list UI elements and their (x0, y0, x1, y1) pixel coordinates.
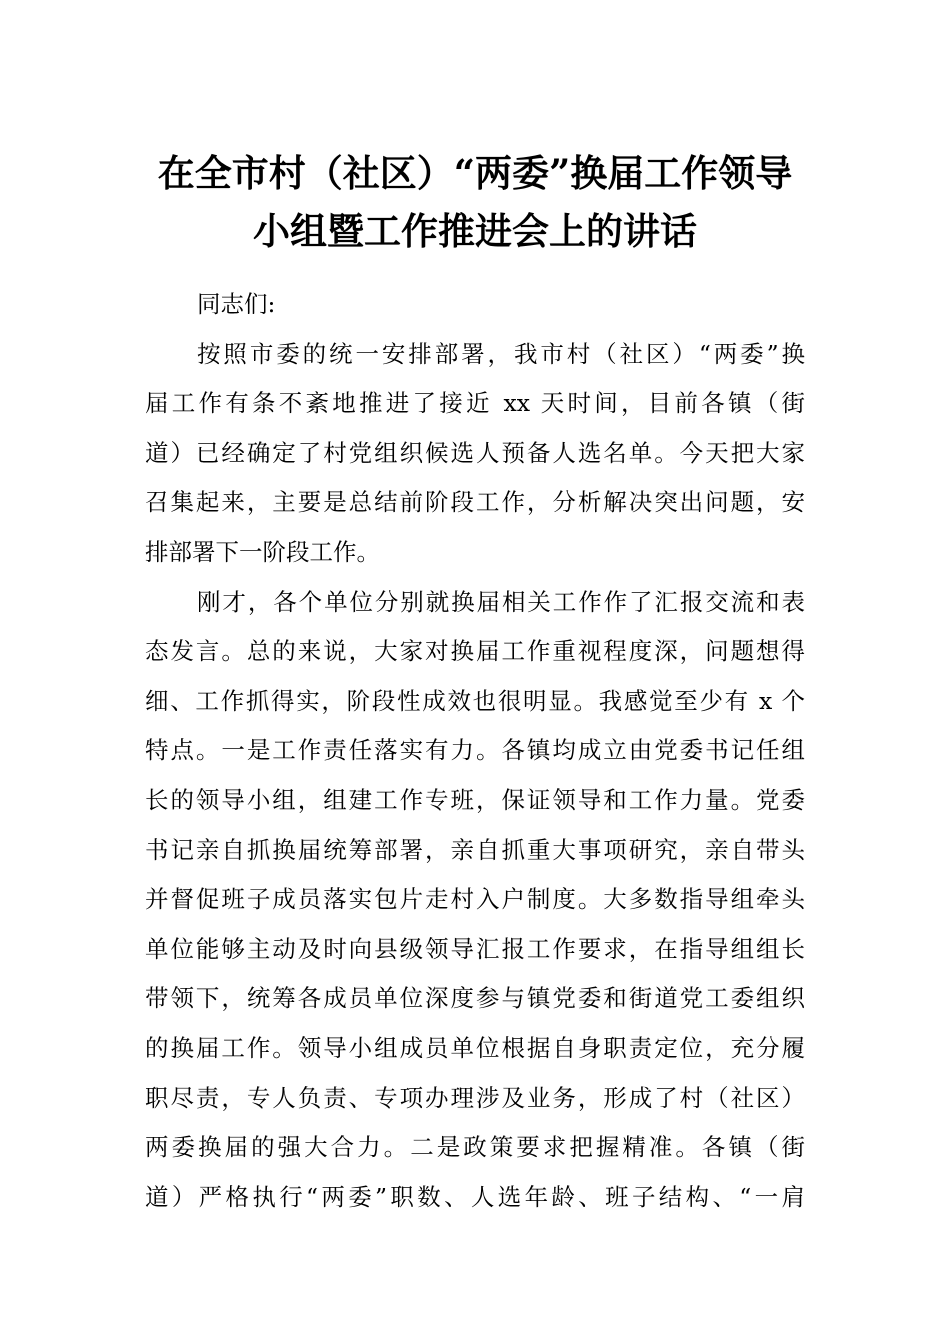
paragraph-2-line: 并督促班子成员落实包片走村入户制度。大多数指导组牵头 (145, 885, 805, 914)
paragraph-2-line: 道）严格执行“两委”职数、人选年龄、班子结构、“一肩 (145, 1182, 805, 1211)
paragraph-2-line: 书记亲自抓换届统筹部署，亲自抓重大事项研究，亲自带头 (145, 835, 805, 864)
salutation: 同志们: (197, 290, 276, 318)
document-title (145, 144, 805, 260)
title-line-1: 在全市村（社区）“两委”换届工作领导 (157, 151, 793, 195)
paragraph-2-line: 细、工作抓得实，阶段性成效也很明显。我感觉至少有 x 个 (145, 686, 805, 715)
paragraph-2-line: 态发言。总的来说，大家对换届工作重视程度深，问题想得 (145, 637, 805, 666)
paragraph-2-line: 带领下，统筹各成员单位深度参与镇党委和街道党工委组织 (145, 984, 805, 1013)
paragraph-2-line: 特点。一是工作责任落实有力。各镇均成立由党委书记任组 (145, 736, 805, 765)
paragraph-1-line: 召集起来，主要是总结前阶段工作，分析解决突出问题，安 (145, 488, 805, 517)
paragraph-2-line: 两委换届的强大合力。二是政策要求把握精准。各镇（街 (145, 1133, 805, 1162)
paragraph-1-line: 届工作有条不紊地推进了接近 xx 天时间，目前各镇（街 (145, 389, 805, 418)
paragraph-2-line: 职尽责，专人负责、专项办理涉及业务，形成了村（社区） (145, 1083, 805, 1112)
paragraph-2-line: 长的领导小组，组建工作专班，保证领导和工作力量。党委 (145, 785, 805, 814)
title-line-2: 小组暨工作推进会上的讲话 (253, 209, 697, 253)
document-body (145, 280, 805, 1222)
paragraph-1-line: 排部署下一阶段工作。 (145, 537, 380, 566)
paragraph-2-line: 单位能够主动及时向县级领导汇报工作要求，在指导组组长 (145, 934, 805, 963)
paragraph-1-line: 道）已经确定了村党组织候选人预备人选名单。今天把大家 (145, 438, 805, 467)
paragraph-1 (145, 330, 805, 578)
paragraph-1-line: 按照市委的统一安排部署，我市村（社区）“两委”换 (197, 339, 805, 368)
paragraph-2-line: 的换届工作。领导小组成员单位根据自身职责定位，充分履 (145, 1033, 805, 1062)
paragraph-2-line: 刚才，各个单位分别就换届相关工作作了汇报交流和表 (197, 587, 805, 616)
paragraph-2 (145, 578, 805, 1223)
